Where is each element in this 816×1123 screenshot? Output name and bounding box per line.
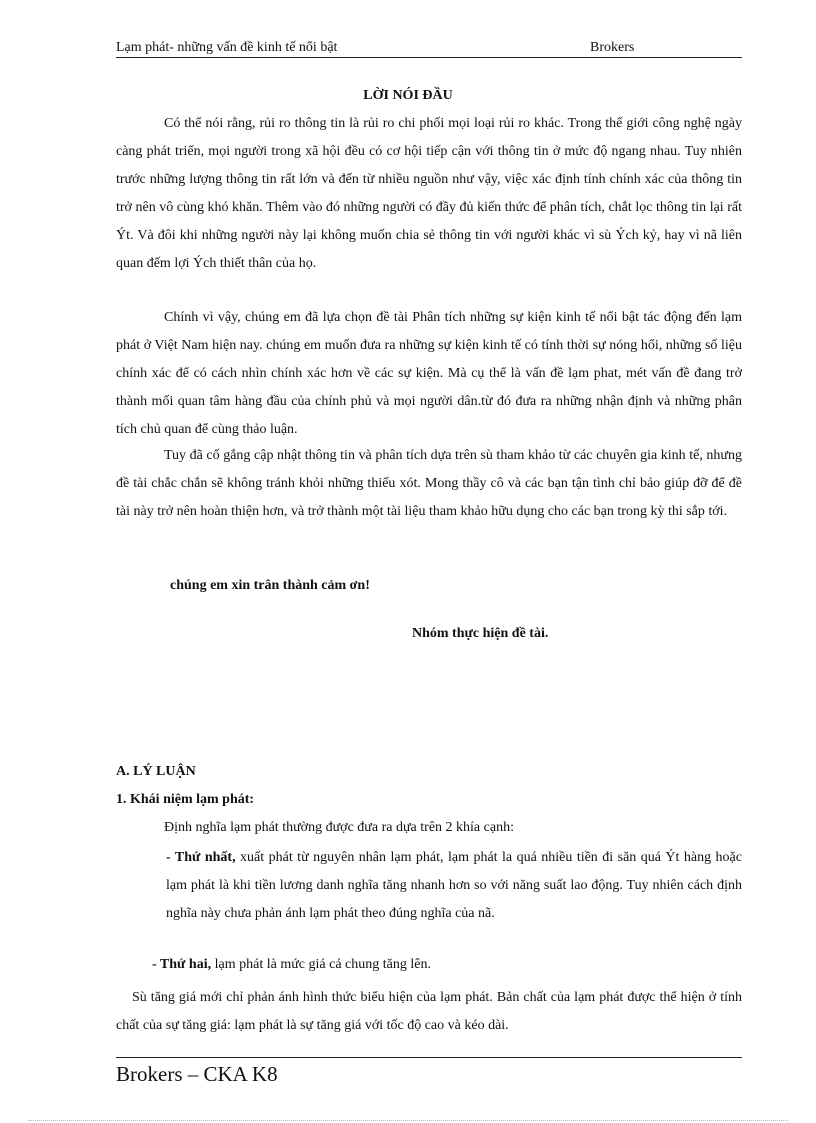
intro-paragraph-2: Chính vì vậy, chúng em đã lựa chọn đề tài Phân tích những sự kiện kinh tế nổi bật tác động đến lạm phát ở Việt Nam hiện nay. chúng em muốn đưa ra những sự kiện kinh tế có tính thời sự nóng hổi, những số liệu chính xác để có cách nhìn chính xác hơn về các sự kiện. Mà cụ thể là vấn đề lạm phat, mét vấn đề đang trở thành mối quan tâm hàng đầu của chính phủ và mọi người dân.từ đó đưa ra những nhận định và những phân tích chủ quan để cùng thảo luận. [116,310,742,437]
intro-paragraph-1: Có thể nói rằng, rủi ro thông tin là rủi ro chi phối mọi loại rủi ro khác. Trong thế giới công nghệ ngày càng phát triển, mọi người trong xã hội đều có cơ hội tiếp cận với thông tin ở mức độ ngang nhau. Tuy nhiên trước những lượng thông tin rất lớn và đến từ nhiều nguồn như vậy, việc xác định tính chính xác của thông tin trở nên vô cùng khó khăn. Thêm vào đó những người có đầy đủ kiến thức để phân tích, chắt lọc thông tin lại rất Ýt. Và đôi khi những người này lại không muốn chia sẻ thông tin với người khác vì sù Ých kỷ, hay vì nã liên quan đếm lợi Ých thiết thân của họ. [116,116,742,271]
bullet-first [166,844,742,928]
thanks-line: chúng em xin trân thành cảm ơn! [170,578,370,593]
section-heading-a: A. LÝ LUẬN [116,764,196,779]
conclusion-paragraph: Sù tăng giá mới chỉ phản ánh hình thức biểu hiện của lạm phát. Bản chất của lạm phát được thể hiện ở tính chất của sự tăng giá: lạm phát là sự tăng giá với tốc độ cao và kéo dài. [116,990,742,1033]
subsection-heading-1: 1. Khái niệm lạm phát: [116,792,255,807]
bullet-second-lead: - Thứ hai, [152,957,212,972]
bullet-second [152,957,431,973]
page-footer: Brokers – CKA K8 [116,1062,278,1086]
bullet-second-text: lạm phát là mức giá cả chung tăng lên. [211,957,431,972]
page-title: LỜI NÓI ĐẦU [363,88,453,103]
group-signature: Nhóm thực hiện đề tài. [412,626,549,641]
page-bottom-border [28,1120,788,1121]
footer-divider [116,1057,742,1058]
header-brand: Brokers [590,40,635,55]
header-title: Lạm phát- những vấn đề kinh tế nổi bật [116,40,338,55]
page-header [116,40,742,58]
bullet-first-lead: - Thứ nhất, [166,850,236,865]
definition-intro: Định nghĩa lạm phát thường được đưa ra dựa trên 2 khía cạnh: [164,820,514,835]
bullet-first-text: xuất phát từ nguyên nhân lạm phát, lạm phát la quá nhiều tiền đi săn quá Ýt hàng hoặc lạm phát là khi tiền lương danh nghĩa tăng nhanh hơn so với năng suất lao động. Tuy nhiên cách định nghĩa này chưa phản ánh lạm phát theo đúng nghĩa của nã. [166,850,742,921]
intro-paragraph-3: Tuy đã cố gắng cập nhật thông tin và phân tích dựa trên sù tham khảo từ các chuyên gia kinh tế, nhưng đề tài chắc chắn sẽ không tránh khỏi những thiếu xót. Mong thầy cô và các bạn tận tình chỉ bảo giúp đỡ để đề tài này trở nên hoàn thiện hơn, và trở thành một tài liệu tham khảo hữu dụng cho các bạn trong kỳ thi sắp tới. [116,448,742,519]
